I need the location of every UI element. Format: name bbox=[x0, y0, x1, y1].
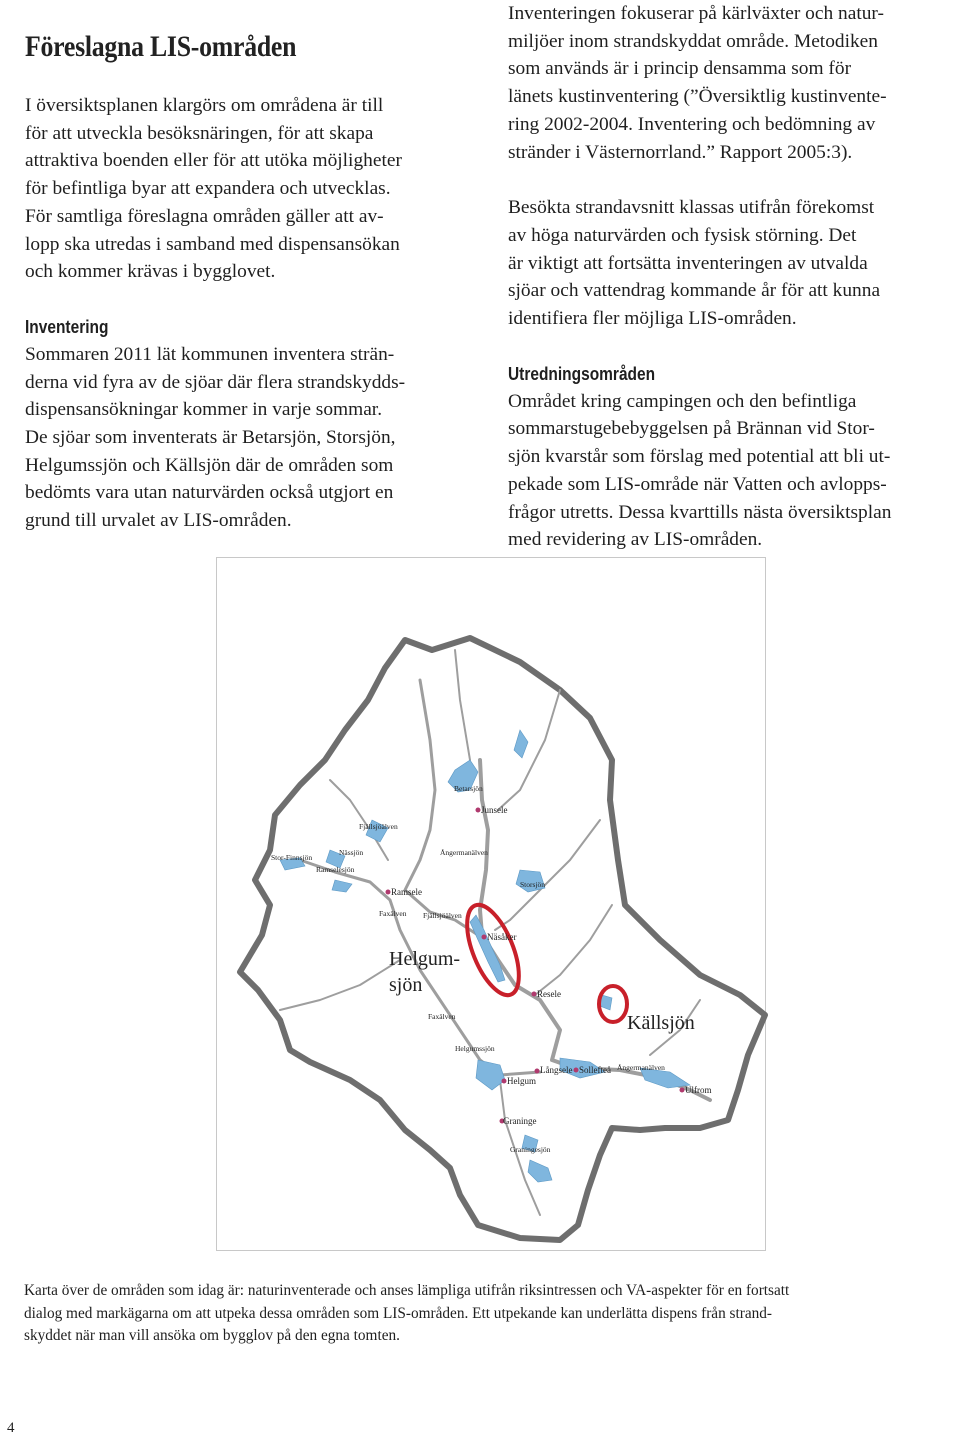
town-dot-ramsele bbox=[386, 890, 391, 895]
map-label-nasaker: Näsåker bbox=[487, 932, 517, 942]
town-dot-sollefteå bbox=[574, 1068, 579, 1073]
map-label-graningesjon: Graningesjön bbox=[510, 1145, 551, 1154]
map-label-junsele: Junsele bbox=[481, 805, 508, 815]
map-label-resele: Resele bbox=[537, 989, 561, 999]
body-line: är viktigt att fortsätta inventeringen av utvalda bbox=[508, 252, 868, 274]
body-line: Inventeringen fokuserar på kärlväxter och natur- bbox=[508, 3, 884, 24]
intro-line: attraktiva boenden eller för att utöka möjligheter bbox=[25, 150, 402, 172]
body-line: länets kustinventering (”Översiktlig kustinvente- bbox=[508, 86, 887, 108]
caption-line: Karta över de områden som idag är: naturinventerade och anses lämpliga utifrån riksintressen och VA-aspekter för en fortsatt bbox=[24, 1282, 790, 1299]
map-label-faxalven-2: Faxälven bbox=[428, 1012, 456, 1021]
map-label-angermanalven-top: Ångermanälven bbox=[440, 848, 488, 857]
map-label-graninge: Graninge bbox=[503, 1116, 537, 1126]
map-label-betarsjon: Betarsjön bbox=[454, 784, 483, 793]
body-line: bedömts vara utan naturvärden också utgjort en bbox=[25, 482, 394, 504]
body-line: sjöar och vattendrag kommande år för att kunna bbox=[508, 280, 881, 302]
map-label-langsele: Långsele bbox=[540, 1065, 573, 1075]
body-line: Området kring campingen och den befintliga bbox=[508, 390, 857, 412]
body-line: derna vid fyra av de sjöar där flera strandskydds- bbox=[25, 371, 406, 393]
body-line: Helgumssjön och Källsjön där de områden som bbox=[25, 454, 394, 476]
map-label-storsjon: Storsjön bbox=[520, 880, 546, 889]
map-label-sollefteå: Sollefteå bbox=[579, 1065, 611, 1075]
body-line: frågor utretts. Dessa kvarttills nästa översiktsplan bbox=[508, 501, 892, 523]
map-label-ramsele: Ramsele bbox=[391, 887, 422, 897]
map-label-ramselesjon: Ramselesjön bbox=[316, 865, 355, 874]
body-line: sommarstugebebyggelsen på Brännan vid Stor- bbox=[508, 418, 875, 440]
body-line: sjön kvarstår som förslag med potential att bli ut- bbox=[508, 446, 891, 468]
section-heading-inventering: Inventering bbox=[25, 316, 109, 337]
intro-line: för befintliga byar att expandera och utvecklas. bbox=[25, 178, 391, 200]
body-line: med revidering av LIS-områden. bbox=[508, 529, 763, 551]
body-line: som används är i princip densamma som för bbox=[508, 58, 852, 80]
body-line: dispensansökningar kommer in varje sommar. bbox=[25, 399, 383, 421]
caption-line: skyddet när man vill ansöka om bygglov på den egna tomten. bbox=[24, 1327, 400, 1345]
body-line: De sjöar som inventerats är Betarsjön, Storsjön, bbox=[25, 427, 396, 449]
intro-line: I översiktsplanen klargörs om områdena är till bbox=[25, 95, 384, 116]
map-label-fjallsjoalven-2: Fjällsjöälven bbox=[423, 911, 462, 920]
town-dot-ulfrom bbox=[680, 1088, 685, 1093]
map-label-stor-finnsjon: Stor-Finnsjön bbox=[271, 853, 313, 862]
page-number: 4 bbox=[7, 1420, 15, 1436]
map-caption bbox=[24, 1280, 939, 1348]
map-label-kallsjon: Källsjön bbox=[627, 1012, 695, 1034]
map-label-helgumssjon-2: sjön bbox=[389, 974, 423, 996]
map-label-helgumssjon-1: Helgum- bbox=[389, 948, 461, 970]
body-line: pekade som LIS-område när Vatten och avlopps- bbox=[508, 473, 887, 495]
body-line: grund till urvalet av LIS-områden. bbox=[25, 510, 292, 532]
body-line: Besökta strandavsnitt klassas utifrån förekomst bbox=[508, 197, 875, 219]
town-dot-langsele bbox=[535, 1069, 540, 1074]
body-line: ring 2002-2004. Inventering och bedömning av bbox=[508, 113, 876, 135]
town-dot-helgum bbox=[502, 1079, 507, 1084]
intro-line: För samtliga föreslagna områden gäller att av- bbox=[25, 205, 384, 227]
map-label-fjallsjoalven: Fjällsjöälven bbox=[359, 822, 398, 831]
page-title: Föreslagna LIS-områden bbox=[25, 30, 297, 63]
map-label-angermanalven-bottom: Ångermanälven bbox=[617, 1063, 665, 1072]
map-label-helgum: Helgum bbox=[507, 1076, 536, 1086]
town-dot-junsele bbox=[476, 808, 481, 813]
body-line: av höga naturvärden och fysisk störning. Det bbox=[508, 224, 857, 246]
body-line: Sommaren 2011 lät kommunen inventera strän- bbox=[25, 343, 395, 365]
body-line: miljöer inom strandskyddat område. Metodiken bbox=[508, 30, 878, 52]
body-line: stränder i Västernorrland.” Rapport 2005:3). bbox=[508, 141, 853, 163]
intro-line: för att utveckla besöksnäringen, för att skapa bbox=[25, 122, 374, 144]
map-label-ulfrom: Ulfrom bbox=[685, 1085, 712, 1095]
town-dot-nasaker bbox=[482, 935, 487, 940]
map-label-faxalven-1: Faxälven bbox=[379, 909, 407, 918]
intro-line: och kommer krävas i bygglovet. bbox=[25, 261, 276, 283]
caption-line: dialog med markägarna om att utpeka dessa områden som LIS-områden. Ett utpekande kan underlätta dispens från strand- bbox=[24, 1304, 773, 1322]
intro-line: lopp ska utredas i samband med dispensansökan bbox=[25, 233, 400, 255]
map-label-nassjon: Nässjön bbox=[339, 848, 364, 857]
town-dot-resele bbox=[532, 992, 537, 997]
body-line: identifiera fler möjliga LIS-områden. bbox=[508, 308, 797, 330]
map-label-helgumssjon-small: Helgumssjön bbox=[455, 1044, 495, 1053]
section-heading-utredningsomraden: Utredningsområden bbox=[508, 363, 656, 384]
